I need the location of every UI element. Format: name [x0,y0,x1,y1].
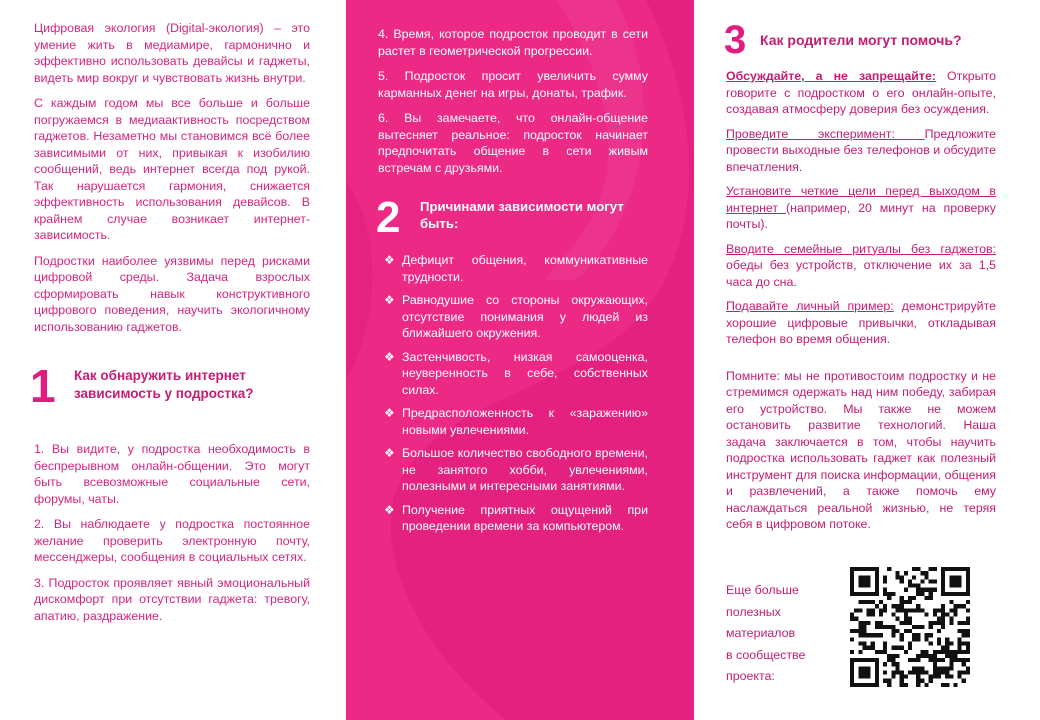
sign-item-3: 3. Подросток проявляет явный эмоциональный дискомфорт при отсутствии гаджета: тревогу, апатию, раздражение. [34,575,310,623]
sign-item-1: 1. Вы видите, у подростка необходимость в беспрерывном онлайн-общении. Это могут быть всевозможные социальные сети, форумы, чаты. [34,442,310,506]
tip-text: (например, 20 минут на проверку почты). [726,200,996,231]
sign-item-2: 2. Вы наблюдаете у подростка постоянное желание проверить электронную почту, мессенджеры, сообщения в социальных сетях. [34,517,310,564]
tip-lead: Установите четкие цели перед выходом в интернет [726,184,996,215]
tip-item-4 [726,241,996,291]
more-materials-caption: Еще больше полезных материалов в сообществе проекта: [726,583,806,684]
cause-item: ❖ Дефицит общения, коммуникативные трудности. [384,253,648,284]
cause-item: ❖ Получение приятных ощущений при проведении времени за компьютером. [384,502,648,533]
sign-item-4: 4. Время, которое подросток проводит в сети растет в геометрической прогрессии. [378,27,648,58]
tip-text: обеды без устройств, отключение их за 1,5 часа до сна. [726,258,996,289]
section-2-number: 2 [376,193,401,242]
diamond-bullet-icon: ❖ [384,253,395,267]
section-2-heading [378,194,648,244]
column-intro [30,20,310,633]
tip-item-5 [726,298,996,348]
section-3-title: Как родители могут помочь? [760,32,962,48]
section-3-number: 3 [724,18,747,62]
tip-item-3 [726,183,996,233]
tip-text: демонстрируйте хорошие цифровые привычки, откладывая телефон во время общения. [726,299,996,346]
intro-paragraph-3: Подростки наиболее уязвимы перед рисками цифровой среды. Задача взрослых сформировать навык конструктивного цифрового поведения, научить экологичному использованию гаджетов. [34,253,310,334]
diamond-bullet-icon: ❖ [384,446,395,460]
tip-lead: Подавайте личный пример: [726,299,894,313]
cause-item: ❖ Застенчивость, низкая самооценка, неуверенность в себе, собственных силах. [384,349,648,397]
column-causes [378,26,648,542]
section-3-heading [724,18,996,64]
diamond-bullet-icon: ❖ [384,502,395,517]
section-2-title: Причинами зависимости могут быть: [420,199,624,231]
tip-lead: Вводите семейные ритуалы без гаджетов: [726,241,996,256]
intro-paragraph-2: С каждым годом мы все больше и больше погружаемся в медиаактивность посредством гаджетов. Незаметно мы становимся всё более зависимыми от них, привыкая к изобилию сообщений, ведь интернет всегда под рукой. Так нарушается гармония, снижается эффективность использования девайсов. В крайнем случае возникает интернет-зависимость. [34,96,310,242]
tip-item-2 [726,126,996,176]
section-1-number: 1 [30,360,56,412]
diamond-bullet-icon: ❖ [384,349,395,364]
causes-list [384,252,648,535]
tip-item-1 [726,68,996,118]
cause-item: ❖ Равнодушие со стороны окружающих, отсутствие понимания у людей из ближайшего окружения. [384,293,648,340]
signs-list-1 [34,441,310,624]
sign-item-6: 6. Вы замечаете, что онлайн-общение вытесняет реальное: подросток начинает предпочитать общение в сети живым встречам с друзьями. [378,111,648,175]
section-1-heading [30,360,310,423]
cause-item: ❖ Большое количество свободного времени, не занятого хобби, увлечениями, полезными и интересными занятиями. [384,446,648,493]
sign-item-5: 5. Подросток просит увеличить сумму карманных денег на игры, донаты, трафик. [378,69,648,100]
tip-lead: Обсуждайте, а не запрещайте: [726,69,937,83]
diamond-bullet-icon: ❖ [384,406,395,420]
column-parents [724,18,997,541]
diamond-bullet-icon: ❖ [384,293,395,307]
tip-text: Предложите провести выходные без телефонов и обсудите впечатления. [726,126,996,174]
closing-paragraph: Помните: мы не противостоим подростку и не стремимся одержать над ним победу, забирая его устройство. Мы также не можем остановить развитие технологий. Наша задача заключается в том, чтобы научить подростка использовать гаджет как полезный инструмент для поиска информации, общения и развлечений, а также помочь ему наслаждаться реальной жизнью, не теряя себя в цифровом потоке. [726,368,996,531]
qr-code-icon[interactable] [850,567,970,687]
cause-item: ❖ Предрасположенность к «заражению» новыми увлечениями. [384,406,648,437]
tip-text: Открыто говорите с подростком о его онлайн-опыте, создавая атмосферу доверия без осуждения. [726,69,997,116]
section-1-title: Как обнаружить интернет зависимость у подростка? [74,368,254,401]
tip-lead: Проведите эксперимент: [726,126,925,141]
intro-paragraph-1: Цифровая экология (Digital-экология) – это умение жить в медиамире, гармонично и эффективно использовать девайсы и гаджеты, видеть мир вокруг и чувствовать жизнь внутри. [34,21,310,85]
